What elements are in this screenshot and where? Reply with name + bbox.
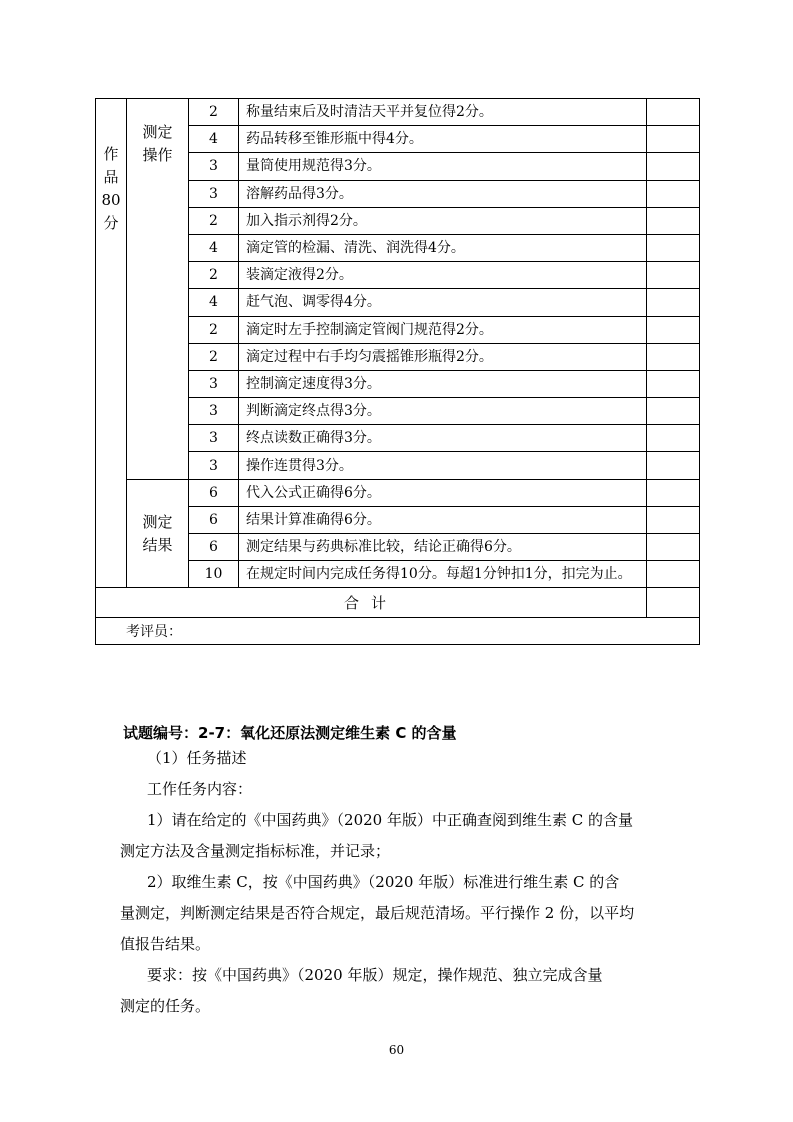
score-value: 2 [189,343,239,370]
score-value: 4 [189,234,239,261]
score-value: 4 [189,289,239,316]
awarded-score-cell[interactable] [647,452,700,479]
table-row [96,479,700,506]
total-row [96,588,700,618]
score-value: 3 [189,153,239,180]
criterion-description: 滴定管的检漏、清洗、润洗得4分。 [239,234,647,261]
result-group-label-line: 测定 [142,512,173,531]
category-label-line: 分 [103,214,119,232]
task-item-1-line-2: 测定方法及含量测定指标标准，并记录； [120,842,391,860]
task-item-2-line-2: 量测定，判断测定结果是否符合规定，最后规范清场。平行操作 2 份，以平均 [120,904,635,922]
score-value: 2 [189,316,239,343]
criterion-description: 滴定时左手控制滴定管阀门规范得2分。 [239,316,647,343]
score-value: 3 [189,425,239,452]
task-item-1-line-1: 1）请在给定的《中国药典》（2020 年版）中正确查阅到维生素 C 的含量 [147,811,634,829]
criterion-description: 赶气泡、调零得4分。 [239,289,647,316]
scoring-table-body [96,99,700,645]
task-item-2-line-3: 值报告结果。 [120,935,211,953]
criterion-description: 溶解药品得3分。 [239,180,647,207]
criterion-description: 代入公式正确得6分。 [239,479,647,506]
work-content-label: 工作任务内容： [147,780,253,798]
score-value: 10 [189,561,239,588]
score-value: 2 [189,207,239,234]
result-group-cell [127,479,189,588]
operation-group-label-line: 测定 [142,123,173,141]
score-value: 4 [189,126,239,153]
criterion-description: 测定结果与药典标准比较，结论正确得6分。 [239,534,647,561]
awarded-score-cell[interactable] [647,99,700,126]
awarded-score-cell[interactable] [647,289,700,316]
score-value: 3 [189,180,239,207]
category-label-line: 作 [103,145,119,163]
table-row [96,99,700,126]
category-label-line: 品 [103,168,119,186]
awarded-score-cell[interactable] [647,180,700,207]
awarded-score-cell[interactable] [647,316,700,343]
score-value: 6 [189,479,239,506]
scoring-table [95,98,700,645]
examiner-label: 考评员： [96,618,700,645]
operation-group-label-line: 操作 [142,146,173,164]
awarded-score-cell[interactable] [647,398,700,425]
awarded-score-cell[interactable] [647,207,700,234]
section-title: （1）任务描述 [147,749,247,767]
awarded-score-cell[interactable] [647,534,700,561]
score-value: 6 [189,506,239,533]
awarded-score-cell[interactable] [647,234,700,261]
awarded-score-cell[interactable] [647,262,700,289]
criterion-description: 控制滴定速度得3分。 [239,370,647,397]
criterion-description: 判断滴定终点得3分。 [239,398,647,425]
category-label-line: 80 [101,191,121,209]
criterion-description: 终点读数正确得3分。 [239,425,647,452]
category-cell [96,99,127,588]
operation-group-cell [127,99,189,480]
criterion-description: 加入指示剂得2分。 [239,207,647,234]
score-value: 3 [189,370,239,397]
result-group-label [127,511,188,557]
awarded-score-cell[interactable] [647,479,700,506]
total-score-cell[interactable] [647,588,700,618]
criterion-description: 结果计算准确得6分。 [239,506,647,533]
awarded-score-cell[interactable] [647,153,700,180]
score-value: 6 [189,534,239,561]
score-value: 2 [189,262,239,289]
category-label [96,99,126,235]
result-group-label-line: 结果 [142,535,173,554]
criterion-description: 称量结束后及时清洁天平并复位得2分。 [239,99,647,126]
total-label: 合计 [96,588,647,618]
score-value: 2 [189,99,239,126]
requirement-line-1: 要求：按《中国药典》（2020 年版）规定，操作规范、独立完成含量 [147,966,603,984]
criterion-description: 量筒使用规范得3分。 [239,153,647,180]
awarded-score-cell[interactable] [647,343,700,370]
criterion-description: 滴定过程中右手均匀震摇锥形瓶得2分。 [239,343,647,370]
question-heading: 试题编号：2-7：氧化还原法测定维生素 C 的含量 [123,724,457,742]
awarded-score-cell[interactable] [647,561,700,588]
awarded-score-cell[interactable] [647,126,700,153]
operation-group-label [127,99,188,167]
requirement-line-2: 测定的任务。 [120,997,211,1015]
criterion-description: 药品转移至锥形瓶中得4分。 [239,126,647,153]
task-description [120,743,680,1022]
criterion-description: 在规定时间内完成任务得10分。每超1分钟扣1分，扣完为止。 [239,561,647,588]
awarded-score-cell[interactable] [647,425,700,452]
task-item-2-line-1: 2）取维生素 C，按《中国药典》（2020 年版）标准进行维生素 C 的含 [147,873,620,891]
criterion-description: 操作连贯得3分。 [239,452,647,479]
page-number: 60 [388,1043,405,1057]
criterion-description: 装滴定液得2分。 [239,262,647,289]
score-value: 3 [189,398,239,425]
examiner-row [96,618,700,645]
awarded-score-cell[interactable] [647,506,700,533]
awarded-score-cell[interactable] [647,370,700,397]
score-value: 3 [189,452,239,479]
